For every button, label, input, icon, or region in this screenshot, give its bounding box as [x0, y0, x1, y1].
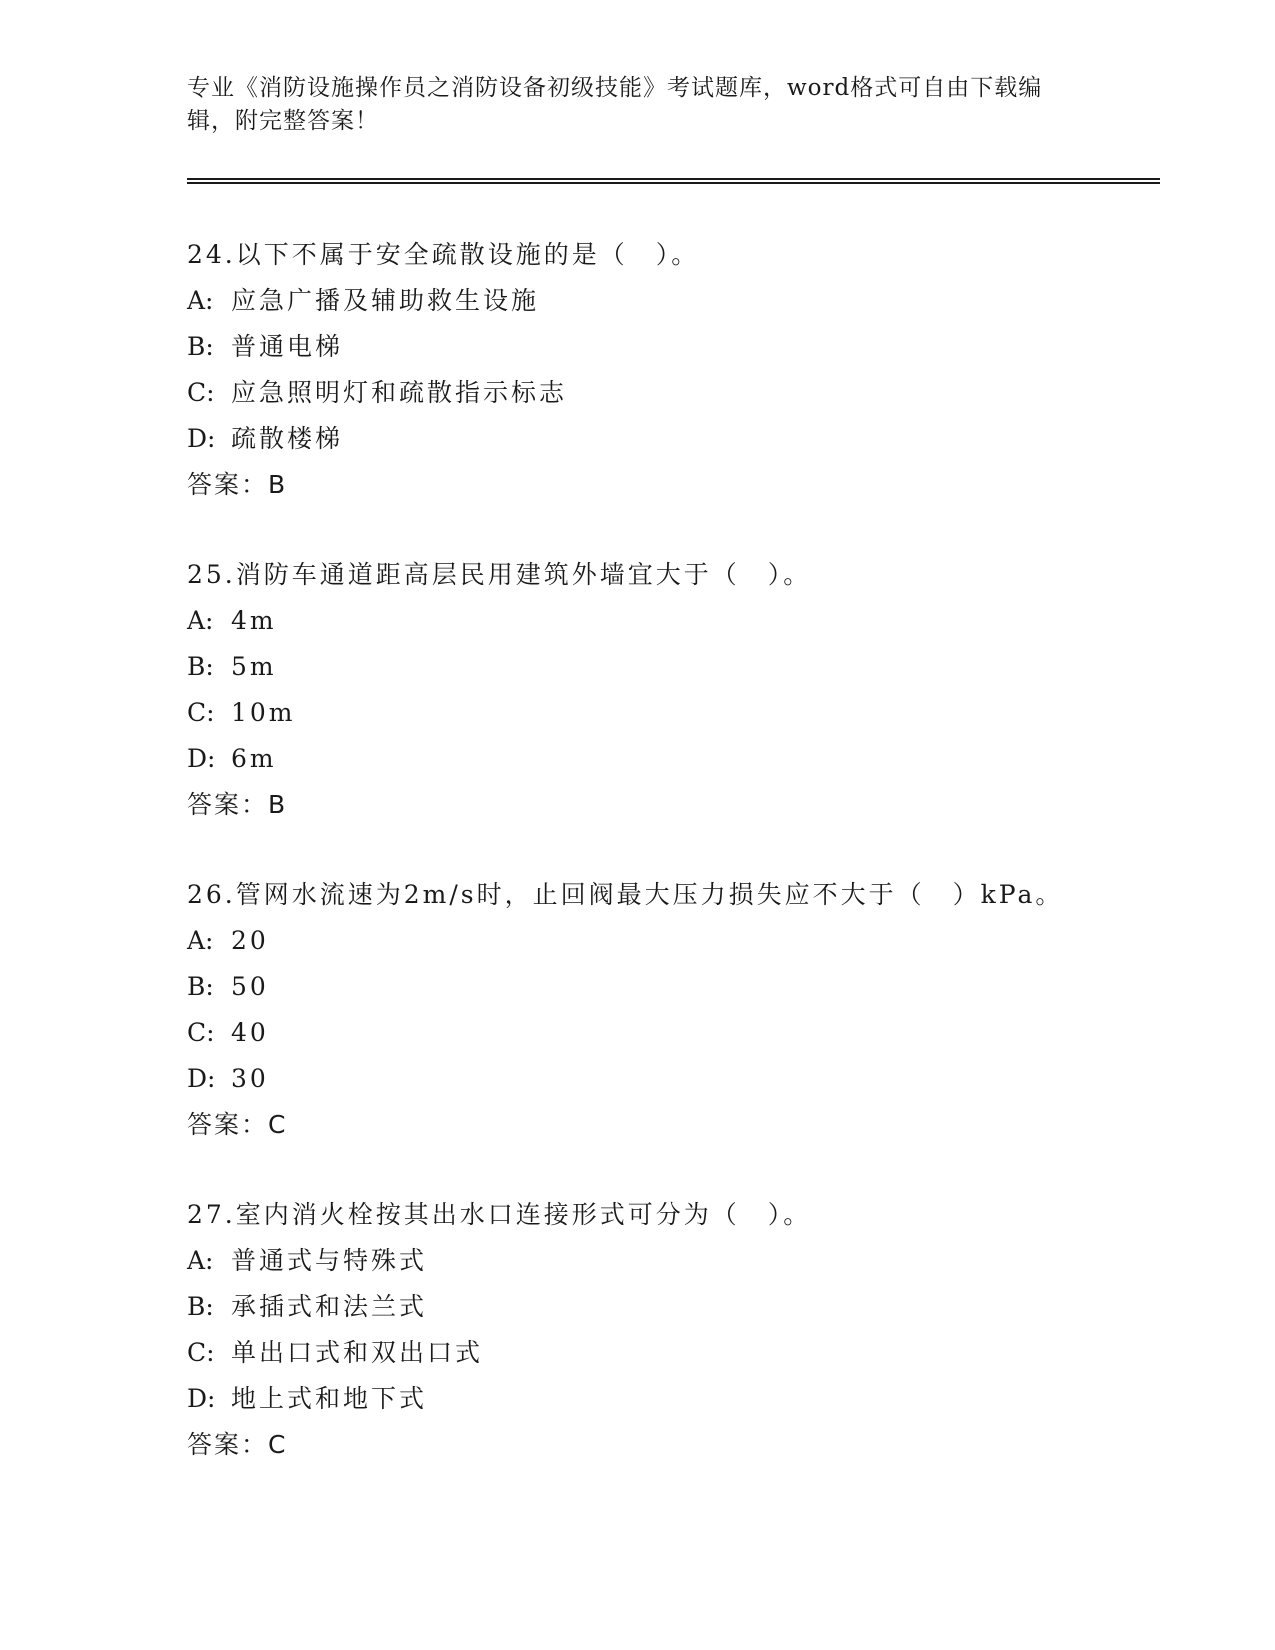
option-letter: D: — [187, 1384, 216, 1413]
option-letter: B: — [187, 332, 214, 361]
option-text: 10m — [231, 698, 296, 727]
header-line-2: 辑，附完整答案！ — [187, 108, 379, 134]
option-b — [187, 329, 1147, 375]
option-letter: C: — [187, 378, 215, 407]
option-a — [187, 283, 1147, 329]
option-text: 普通电梯 — [231, 332, 344, 361]
header-line-1: 专业《消防设施操作员之消防设备初级技能》考试题库，word格式可自由下载编 — [187, 75, 1043, 101]
option-text: 应急广播及辅助救生设施 — [231, 286, 540, 315]
option-text: 6m — [231, 744, 277, 773]
answer-line: 答案：C — [187, 1110, 288, 1139]
question-24 — [187, 237, 1147, 513]
option-c — [187, 1335, 1147, 1381]
option-text: 地上式和地下式 — [231, 1384, 428, 1413]
divider-line-bottom — [187, 182, 1160, 184]
option-text: 单出口式和双出口式 — [231, 1338, 484, 1367]
question-stem: 24.以下不属于安全疏散设施的是（ ）。 — [187, 240, 700, 269]
question-27 — [187, 1197, 1147, 1473]
option-a — [187, 603, 1147, 649]
question-stem: 26.管网水流速为2m/s时，止回阀最大压力损失应不大于（ ）kPa。 — [187, 880, 1064, 909]
option-text: 普通式与特殊式 — [231, 1246, 428, 1275]
option-letter: C: — [187, 1338, 215, 1367]
option-b — [187, 1289, 1147, 1335]
answer-line: 答案：B — [187, 790, 288, 819]
option-text: 承插式和法兰式 — [231, 1292, 428, 1321]
option-d — [187, 421, 1147, 467]
option-letter: D: — [187, 1064, 216, 1093]
option-d — [187, 741, 1147, 787]
option-letter: C: — [187, 1018, 215, 1047]
option-c — [187, 695, 1147, 741]
option-letter: D: — [187, 744, 216, 773]
option-letter: A: — [187, 1246, 214, 1275]
option-c — [187, 1015, 1147, 1061]
question-stem: 25.消防车通道距高层民用建筑外墙宜大于（ ）。 — [187, 560, 812, 589]
header-divider — [187, 178, 1160, 184]
option-text: 4m — [231, 606, 277, 635]
question-25 — [187, 557, 1147, 833]
option-text: 50 — [231, 972, 269, 1001]
document-header — [187, 72, 1077, 138]
option-b — [187, 969, 1147, 1015]
option-letter: C: — [187, 698, 215, 727]
option-d — [187, 1381, 1147, 1427]
option-letter: B: — [187, 1292, 214, 1321]
answer-line: 答案：C — [187, 1430, 288, 1459]
option-letter: A: — [187, 606, 214, 635]
option-text: 疏散楼梯 — [231, 424, 344, 453]
option-letter: B: — [187, 972, 214, 1001]
question-stem: 27.室内消火栓按其出水口连接形式可分为（ ）。 — [187, 1200, 812, 1229]
option-text: 40 — [231, 1018, 269, 1047]
divider-line-top — [187, 178, 1160, 180]
option-text: 30 — [231, 1064, 269, 1093]
option-c — [187, 375, 1147, 421]
option-letter: D: — [187, 424, 216, 453]
option-b — [187, 649, 1147, 695]
question-26 — [187, 877, 1147, 1153]
option-letter: A: — [187, 286, 214, 315]
option-letter: B: — [187, 652, 214, 681]
option-text: 5m — [231, 652, 277, 681]
option-d — [187, 1061, 1147, 1107]
option-text: 应急照明灯和疏散指示标志 — [231, 378, 568, 407]
option-a — [187, 923, 1147, 969]
option-a — [187, 1243, 1147, 1289]
option-text: 20 — [231, 926, 269, 955]
answer-line: 答案：B — [187, 470, 288, 499]
option-letter: A: — [187, 926, 214, 955]
